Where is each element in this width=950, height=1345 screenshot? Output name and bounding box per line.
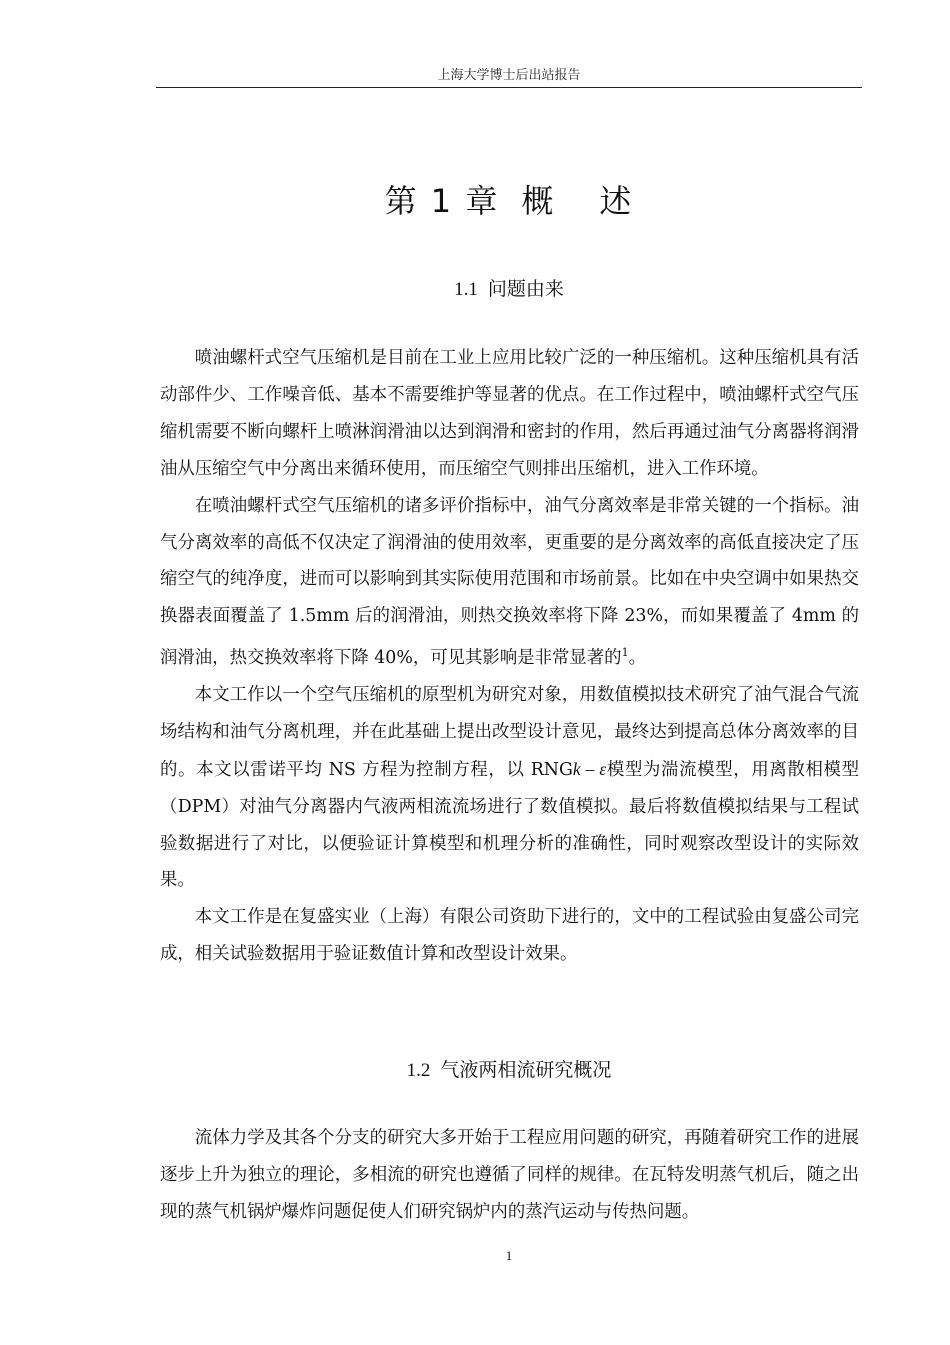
section-1-1-body — [160, 340, 859, 973]
header-rule — [156, 87, 862, 88]
paragraph-text: 本文工作以一个空气压缩机的原型机为研究对象，用数值模拟技术研究了油气混合气流场结构和油气分离机理，并在此基础上提出改型设计意见，最终达到提高总体分离效率的目的。本文以雷诺平均 NS 方程为控制方程，以 RNG — [160, 684, 859, 780]
chapter-title-word-1: 概 — [521, 182, 556, 220]
paragraph-text: 模型为湍流模型，用离散相模型（DPM）对油气分离器内气液两相流流场进行了数值模拟。最后将数值模拟结果与工程试验数据进行了对比，以便验证计算模型和机理分析的准确性，同时观察改型设计的实际效果。 — [160, 759, 859, 891]
section-heading-1-2 — [156, 1055, 862, 1082]
chapter-title-word-2: 述 — [599, 182, 634, 220]
section-heading-1-1 — [156, 274, 862, 301]
paragraph: 喷油螺杆式空气压缩机是目前在工业上应用比较广泛的一种压缩机。这种压缩机具有活动部件少、工作噪音低、基本不需要维护等显著的优点。在工作过程中，喷油螺杆式空气压缩机需要不断向螺杆上喷淋润滑油以达到润滑和密封的作用，然后再通过油气分离器将润滑油从压缩空气中分离出来循环使用，而压缩空气则排出压缩机，进入工作环境。 — [160, 348, 859, 479]
paragraph: 流体力学及其各个分支的研究大多开始于工程应用问题的研究，再随着研究工作的进展逐步上升为独立的理论，多相流的研究也遵循了同样的规律。在瓦特发明蒸气机后，随之出现的蒸气机锅炉爆炸问题促使人们研究锅炉内的蒸汽运动与传热问题。 — [160, 1128, 859, 1222]
chapter-title — [156, 176, 862, 222]
paragraph-text: 在喷油螺杆式空气压缩机的诸多评价指标中，油气分离效率是非常关键的一个指标。油气分离效率的高低不仅决定了润滑油的使用效率，更重要的是分离效率的高低直接决定了压缩空气的纯净度，进而可以影响到其实际使用范围和市场前景。比如在中央空调中如果热交换器表面覆盖了 1.5mm 后的润滑油，则热交换效率将下降 23%，而如果覆盖了 4mm 的润滑油，热交换效率将下降 40%，可见其影响是非常显著的 — [160, 495, 859, 669]
section-number: 1.2 — [406, 1060, 431, 1081]
paragraph — [160, 677, 859, 899]
chapter-title-prefix: 第 1 章 — [384, 182, 500, 220]
paragraph — [160, 488, 859, 677]
section-title-text: 问题由来 — [487, 278, 564, 300]
paragraph-end-punct: 。 — [628, 648, 646, 669]
turbulence-symbol: k – ε — [572, 758, 607, 779]
section-title-text: 气液两相流研究概况 — [440, 1059, 612, 1081]
footnote-ref: 1 — [621, 646, 629, 660]
paragraph: 本文工作是在复盛实业（上海）有限公司资助下进行的，文中的工程试验由复盛公司完成，相关试验数据用于验证数值计算和改型设计效果。 — [160, 907, 859, 965]
running-header: 上海大学博士后出站报告 — [437, 68, 581, 83]
section-1-2-body — [160, 1120, 859, 1231]
section-number: 1.1 — [454, 279, 478, 300]
page-number: 1 — [505, 1248, 513, 1263]
